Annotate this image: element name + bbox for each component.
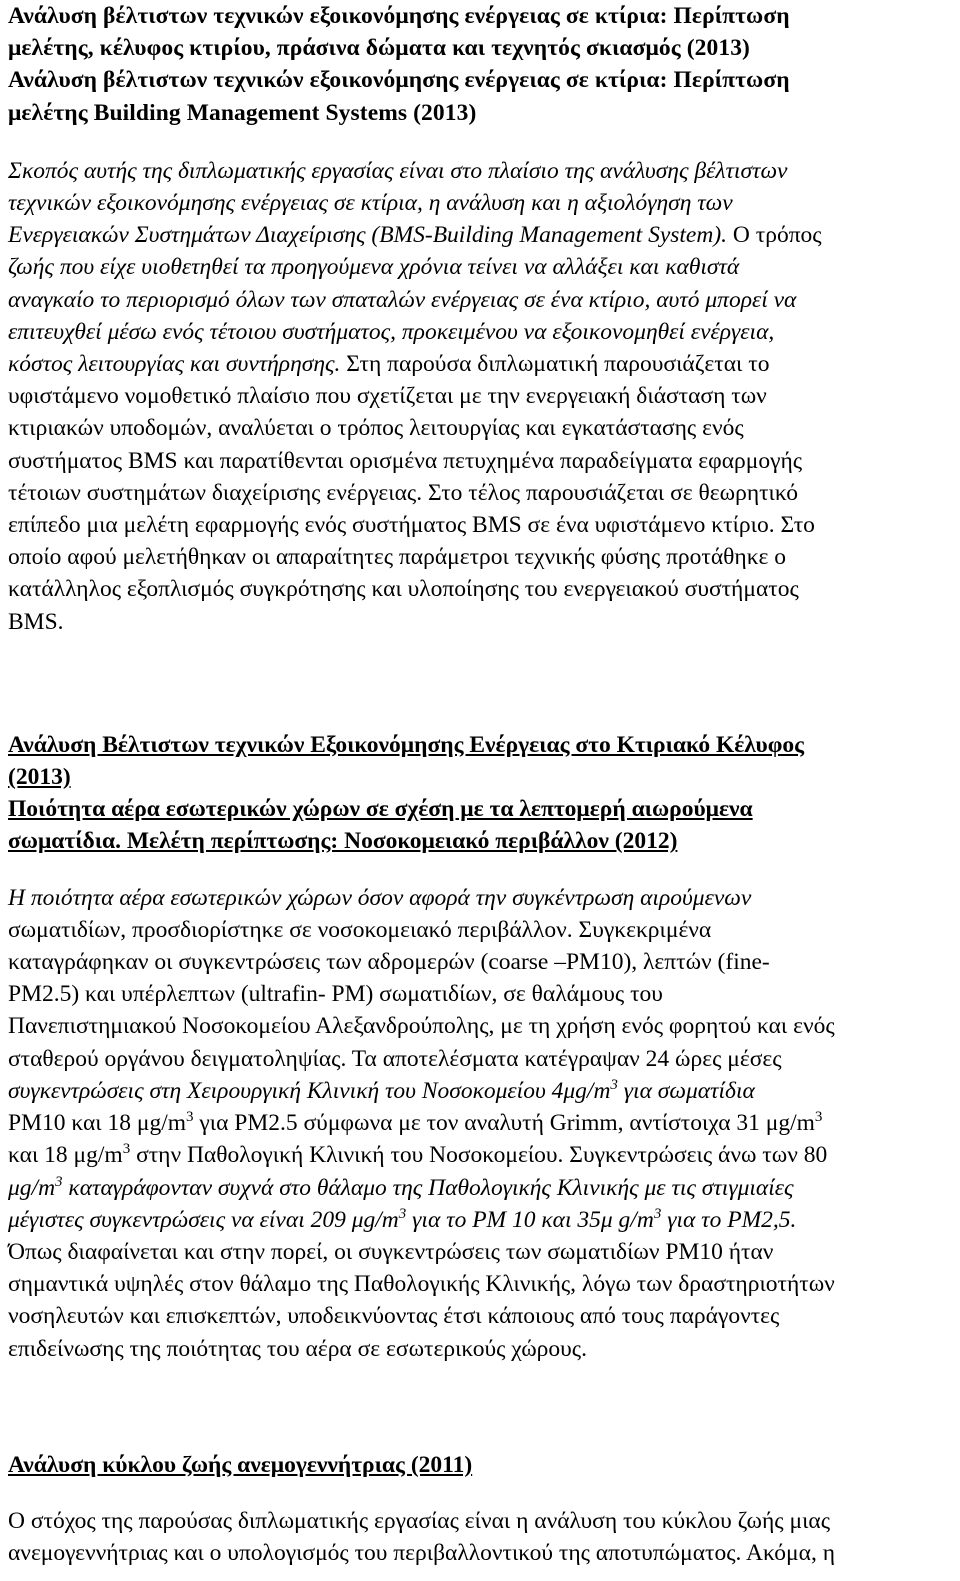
abstract-wind-turbine <box>8 1505 938 1569</box>
heading-line: (2013) <box>8 764 71 791</box>
superscript: 3 <box>814 1109 823 1126</box>
abstract-air-line: Όπως διαφαίνεται και στην πορεί, οι συγκεντρώσεις των σωματιδίων PM10 ήταν <box>8 1238 774 1265</box>
abstract-bms-line: Σκοπός αυτής της διπλωματικής εργασίας είναι στο πλαίσιο της ανάλυσης βέλτιστων <box>8 157 788 184</box>
abstract-air-line <box>8 1107 938 1139</box>
abstract-bms-line: ζωής που είχε υιοθετηθεί τα προηγούμενα χρόνια τείνει να αλλάξει και καθιστά <box>8 254 740 281</box>
abstract-bms-line: οποίο αφού μελετήθηκαν οι απαραίτητες παράμετροι τεχνικής φύσης προτάθηκε ο <box>8 544 787 571</box>
abstract-air-segment: για σωματίδια <box>617 1077 755 1104</box>
section-heading-wind-turbine <box>8 1449 938 1481</box>
abstract-bms-segment: Στο τέλος παρουσιάζεται σε θεωρητικό <box>422 479 798 506</box>
abstract-bms-segment: Στο <box>774 512 815 539</box>
abstract-air-segment: για το PM2,5. <box>661 1206 797 1233</box>
abstract-bms-line: αναγκαίο το περιορισμό όλων των σπαταλών ενέργειας σε ένα κτίριο, αυτό μπορεί να <box>8 286 797 313</box>
heading-line: Ανάλυση Βέλτιστων τεχνικών Εξοικονόμησης Ενέργειας στο Κτιριακό Κέλυφος <box>8 731 805 758</box>
superscript: 3 <box>653 1205 662 1222</box>
abstract-wind-line: Ο στόχος της παρούσας διπλωματικής εργασίας είναι η ανάλυση του κύκλου ζωής μιας <box>8 1507 831 1534</box>
abstract-air-segment: στην Παθολογική Κλινική του Νοσοκομείου. Συγκεντρώσεις άνω των 80 <box>130 1142 828 1169</box>
title-line-2: μελέτης, κέλυφος κτιρίου, πράσινα δώματα και τεχνητός σκιασμός (2013) <box>8 35 750 62</box>
abstract-bms-line: κτιριακών υποδομών, αναλύεται ο τρόπος λειτουργίας και εγκατάστασης ενός <box>8 415 744 442</box>
abstract-bms-line <box>8 219 938 251</box>
abstract-bms-line: κατάλληλος εξοπλισμός συγκρότησης και υλοποίησης του ενεργειακού συστήματος <box>8 576 799 603</box>
abstract-air-line: σημαντικά υψηλές στον θάλαμο της Παθολογικής Κλινικής, λόγω των δραστηριοτήτων <box>8 1271 835 1298</box>
abstract-air-segment: και 18 μg/m <box>8 1142 123 1169</box>
title-line-1: Ανάλυση βέλτιστων τεχνικών εξοικονόμησης ενέργειας σε κτίρια: Περίπτωση <box>8 3 790 29</box>
abstract-air-line <box>8 1204 938 1236</box>
heading-line: Ανάλυση κύκλου ζωής ανεμογεννήτριας (2011) <box>8 1451 473 1478</box>
abstract-air-segment: PM10 και 18 μg/m <box>8 1110 187 1137</box>
abstract-bms-segment: κόστος λειτουργίας και συντήρησης. <box>8 351 341 378</box>
abstract-bms-line <box>8 348 938 380</box>
abstract-air-line: σταθερού οργάνου δειγματοληψίας. Τα αποτελέσματα κατέγραψαν 24 ώρες μέσες <box>8 1045 782 1072</box>
superscript: 3 <box>55 1173 63 1190</box>
abstract-air-segment: καταγράφονταν συχνά στο θάλαμο της Παθολογικής Κλινικής με τις στιγμιαίες <box>62 1174 794 1201</box>
heading-line: σωματίδια. Μελέτη περίπτωσης: Νοσοκομειακό περιβάλλον (2012) <box>8 828 678 855</box>
abstract-air-line: σωματιδίων, προσδιορίστηκε σε νοσοκομειακό περιβάλλον. Συγκεκριμένα <box>8 916 712 943</box>
abstract-bms-segment: επίπεδο μια μελέτη εφαρμογής ενός συστήματος BMS σε ένα υφιστάμενο κτίριο. <box>8 512 775 539</box>
abstract-bms-line: τεχνικών εξοικονόμησης ενέργειας σε κτίρια, η ανάλυση και η αξιολόγηση των <box>8 190 733 217</box>
abstract-bms-line: υφιστάμενο νομοθετικό πλαίσιο που σχετίζεται με την ενεργειακή διάσταση των <box>8 383 767 410</box>
abstract-air-line: Η ποιότητα αέρα εσωτερικών χώρων όσον αφορά την συγκέντρωση αιρούμενων <box>8 884 752 911</box>
abstract-air-segment: μέγιστες συγκεντρώσεις να είναι 209 μg/m <box>8 1206 399 1233</box>
abstract-air-segment: για το PM 10 και 35μ g/m <box>406 1206 654 1233</box>
superscript: 3 <box>122 1141 131 1158</box>
superscript: 3 <box>186 1109 194 1126</box>
title-line-3: Ανάλυση βέλτιστων τεχνικών εξοικονόμησης ενέργειας σε κτίρια: Περίπτωση <box>8 67 790 94</box>
abstract-air-line: καταγράφηκαν οι συγκεντρώσεις των αδρομερών (coarse –PM10), λεπτών (fine- <box>8 949 770 976</box>
abstract-air-line <box>8 1172 938 1204</box>
abstract-bms-segment: Ο τρόπος <box>727 222 822 249</box>
abstract-air-line: PM2.5) και υπέρλεπτων (ultrafin- PM) σωματιδίων, σε θαλάμους του <box>8 981 663 1008</box>
abstract-bms-segment: τέτοιων συστημάτων διαχείρισης ενέργειας. <box>8 479 423 506</box>
abstract-air-line <box>8 1139 938 1171</box>
heading-line: Ποιότητα αέρα εσωτερικών χώρων σε σχέση με τα λεπτομερή αιωρούμενα <box>8 796 753 823</box>
abstract-bms-line: επιτευχθεί μέσω ενός τέτοιου συστήματος, προκειμένου να εξοικονομηθεί ενέργεια, <box>8 318 775 345</box>
abstract-air-quality <box>8 882 938 1365</box>
section-heading-air-quality <box>8 729 938 858</box>
abstract-wind-line: ανεμογεννήτριας και ο υπολογισμός του περιβαλλοντικού της αποτυπώματος. Ακόμα, η <box>8 1540 835 1567</box>
superscript: 3 <box>398 1205 407 1222</box>
abstract-air-segment: για PM2.5 σύμφωνα με τον αναλυτή Grimm, αντίστοιχα 31 μg/m <box>193 1110 815 1137</box>
abstract-bms-segment: Στη παρούσα διπλωματική παρουσιάζεται το <box>340 351 770 378</box>
spacer <box>8 129 938 155</box>
abstract-air-line: επιδείνωσης της ποιότητας του αέρα σε εσωτερικούς χώρους. <box>8 1335 587 1362</box>
abstract-air-segment: μg/m <box>8 1174 56 1201</box>
abstract-air-line <box>8 1075 938 1107</box>
abstract-bms-line: συστήματος BMS και παρατίθενται ορισμένα πετυχημένα παραδείγματα εφαρμογής <box>8 447 803 474</box>
document-title-block <box>8 0 938 129</box>
abstract-bms-line <box>8 509 938 541</box>
spacer <box>8 1365 938 1449</box>
abstract-air-line: νοσηλευτών και επισκεπτών, υποδεικνύοντας έτσι κάποιους από τους παράγοντες <box>8 1303 780 1330</box>
superscript: 3 <box>610 1077 618 1094</box>
abstract-bms-line <box>8 477 938 509</box>
abstract-air-line: Πανεπιστημιακού Νοσοκομείου Αλεξανδρούπολης, με τη χρήση ενός φορητού και ενός <box>8 1013 835 1040</box>
title-line-4: μελέτης Building Management Systems (2013) <box>8 99 477 126</box>
spacer <box>8 1481 938 1505</box>
abstract-air-segment: συγκεντρώσεις στη Χειρουργική Κλινική του Νοσοκομείου 4μg/m <box>8 1077 611 1104</box>
spacer <box>8 638 938 729</box>
abstract-bms <box>8 155 938 638</box>
abstract-bms-segment: Ενεργειακών Συστημάτων Διαχείρισης (BMS-Building Management System). <box>8 222 728 249</box>
spacer <box>8 858 938 882</box>
abstract-bms-line: BMS. <box>8 608 64 635</box>
